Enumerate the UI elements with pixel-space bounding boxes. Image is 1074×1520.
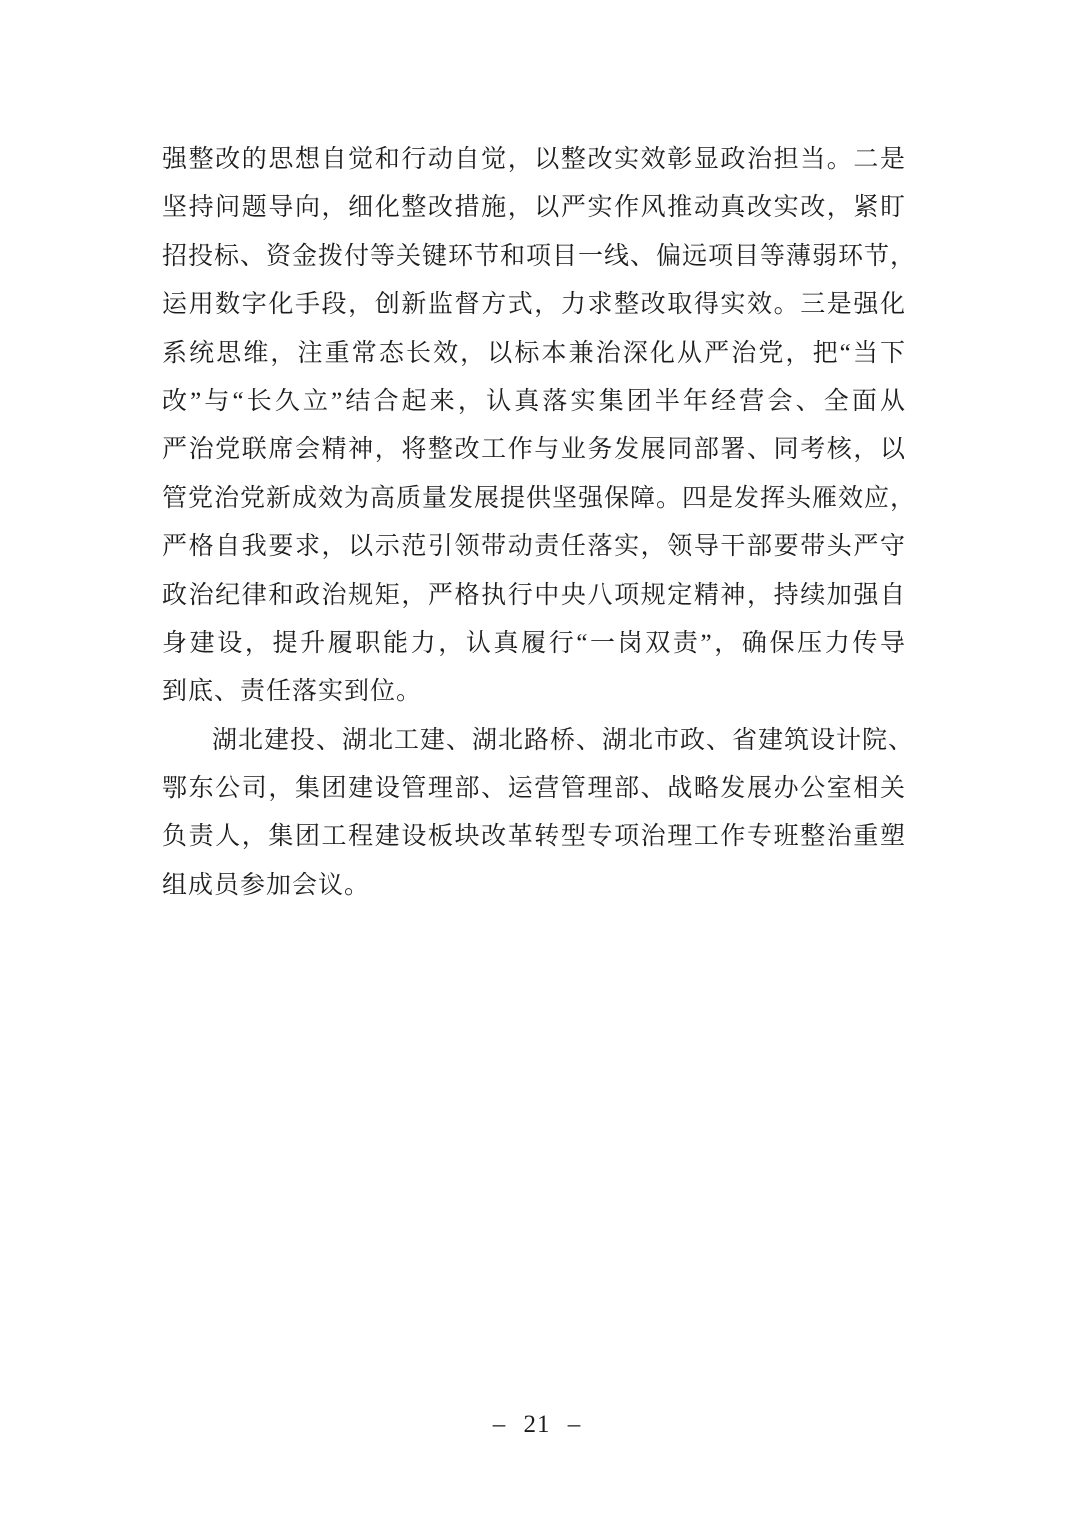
- body-text-line: 身建设，提升履职能力，认真履行“一岗双责”，确保压力传导: [162, 629, 906, 657]
- paragraph-2: [162, 717, 915, 911]
- body-text-line: 改”与“长久立”结合起来，认真落实集团半年经营会、全面从: [162, 387, 906, 415]
- body-text-line: 湖北建投、湖北工建、湖北路桥、湖北市政、省建筑设计院、: [212, 726, 915, 754]
- body-text-line: 系统思维，注重常态长效，以标本兼治深化从严治党，把“当下: [162, 339, 906, 367]
- document-body-text: [162, 136, 917, 910]
- body-text-line: 招投标、资金拨付等关键环节和项目一线、偏远项目等薄弱环节，: [162, 242, 917, 270]
- body-text-line: 负责人，集团工程建设板块改革转型专项治理工作专班整治重塑: [162, 823, 906, 851]
- body-text-line: 政治纪律和政治规矩，严格执行中央八项规定精神，持续加强自: [162, 581, 906, 609]
- body-text-line: 严格自我要求，以示范引领带动责任落实，领导干部要带头严守: [162, 533, 906, 561]
- body-text-line: 鄂东公司，集团建设管理部、运营管理部、战略发展办公室相关: [162, 775, 906, 803]
- body-text-line: 坚持问题导向，细化整改措施，以严实作风推动真改实改，紧盯: [162, 194, 906, 222]
- body-text-line: 到底、责任落实到位。: [162, 678, 423, 706]
- body-text-line: 组成员参加会议。: [162, 871, 371, 899]
- body-text-line: 强整改的思想自觉和行动自觉，以整改实效彰显政治担当。二是: [162, 146, 906, 173]
- body-text-line: 严治党联席会精神，将整改工作与业务发展同部署、同考核，以: [162, 436, 906, 464]
- page-number: – 21 –: [492, 1411, 582, 1438]
- body-text-line: 运用数字化手段，创新监督方式，力求整改取得实效。三是强化: [162, 291, 906, 319]
- page-footer: [0, 1405, 1074, 1445]
- paragraph-1: [162, 136, 917, 717]
- body-text-line: 管党治党新成效为高质量发展提供坚强保障。四是发挥头雁效应，: [162, 484, 917, 512]
